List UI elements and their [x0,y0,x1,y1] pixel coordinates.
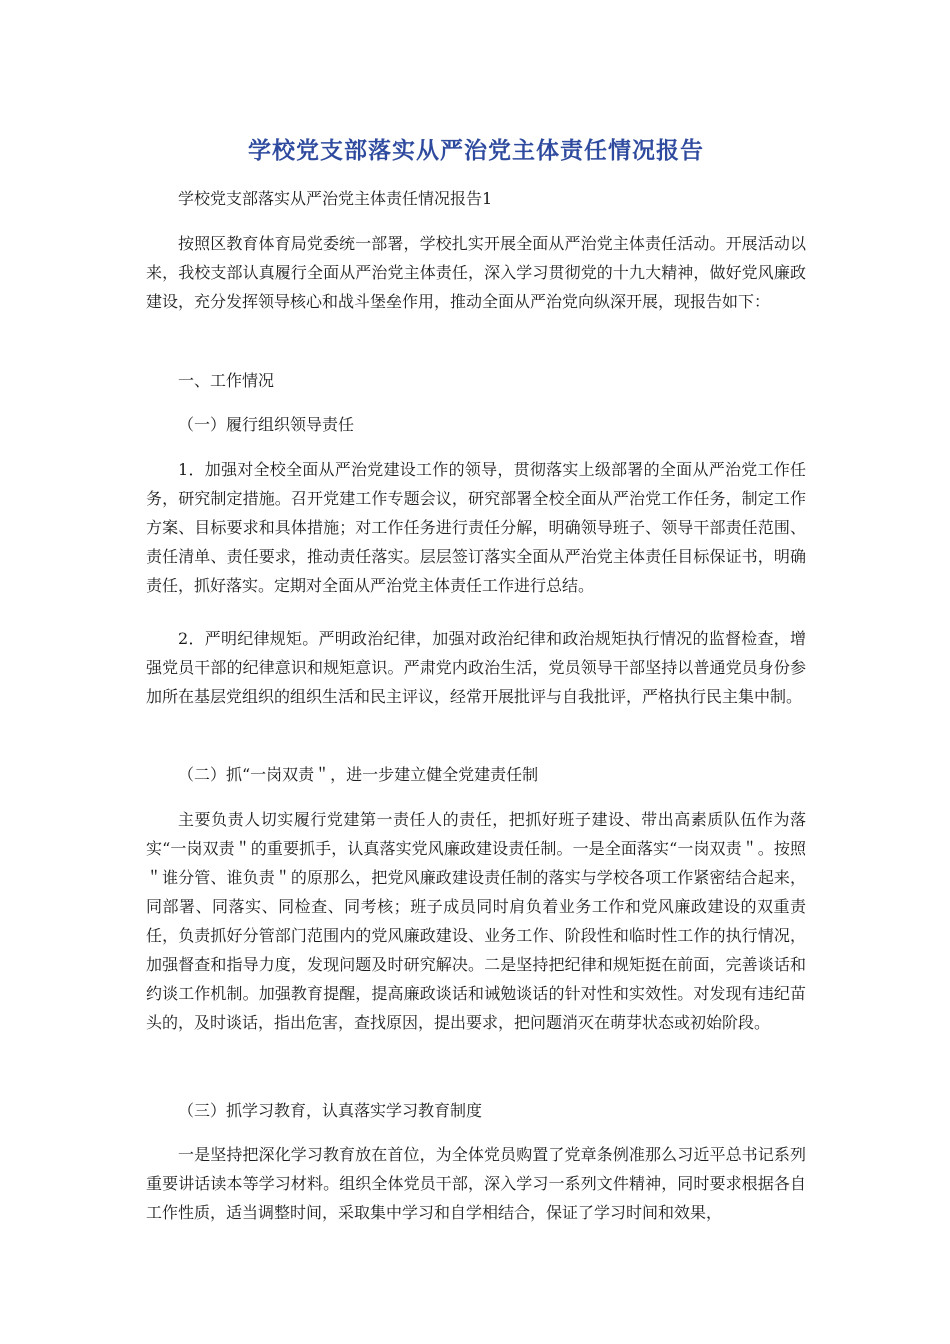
intro-paragraph: 按照区教育体育局党委统一部署，学校扎实开展全面从严治党主体责任活动。开展活动以来，我校支部认真履行全面从严治党主体责任，深入学习贯彻党的十九大精神，做好党风廉政建设，充分发挥领导核心和战斗堡垒作用，推动全面从严治党向纵深开展，现报告如下： [146,234,806,311]
subsection-heading-3: （三）抓学习教育，认真落实学习教育制度 [178,1101,483,1120]
paragraph-2-1: 主要负责人切实履行党建第一责任人的责任，把抓好班子建设、带出高素质队伍作为落实“一岗双责＂的重要抓手，认真落实党风廉政建设责任制。一是全面落实“一岗双责＂。按照＂谁分管、谁负责＂的原那么，把党风廉政建设责任制的落实与学校各项工作紧密结合起来，同部署、同落实、同检查、同考核；班子成员同时肩负着业务工作和党风廉政建设的双重责任，负责抓好分管部门范围内的党风廉政建设、业务工作、阶段性和临时性工作的执行情况，加强督查和指导力度，发现问题及时研究解决。二是坚持把纪律和规矩挺在前面，完善谈话和约谈工作机制。加强教育提醒，提高廉政谈话和诫勉谈话的针对性和实效性。对发现有违纪苗头的，及时谈话，指出危害，查找原因，提出要求，把问题消灭在萌芽状态或初始阶段。 [146,810,806,1032]
document-title: 学校党支部落实从严治党主体责任情况报告 [248,138,704,164]
section-heading-work-status: 一、工作情况 [178,371,275,390]
paragraph-1-1: 1．加强对全校全面从严治党建设工作的领导，贯彻落实上级部署的全面从严治党工作任务，研究制定措施。召开党建工作专题会议，研究部署全校全面从严治党工作任务，制定工作方案、目标要求和具体措施；对工作任务进行责任分解，明确领导班子、领导干部责任范围、责任清单、责任要求，推动责任落实。层层签订落实全面从严治党主体责任目标保证书，明确责任，抓好落实。定期对全面从严治党主体责任工作进行总结。 [146,460,806,595]
document-subtitle: 学校党支部落实从严治党主体责任情况报告1 [178,189,493,208]
paragraph-1-2: 2．严明纪律规矩。严明政治纪律，加强对政治纪律和政治规矩执行情况的监督检查，增强党员干部的纪律意识和规矩意识。严肃党内政治生活，党员领导干部坚持以普通党员身份参加所在基层党组织的组织生活和民主评议，经常开展批评与自我批评，严格执行民主集中制。 [146,629,806,706]
paragraph-3-1: 一是坚持把深化学习教育放在首位，为全体党员购置了党章条例准那么习近平总书记系列重要讲话读本等学习材料。组织全体党员干部，深入学习一系列文件精神，同时要求根据各自工作性质，适当调整时间，采取集中学习和自学相结合，保证了学习时间和效果， [146,1145,806,1222]
subsection-heading-2: （二）抓“一岗双责＂，进一步建立健全党建责任制 [178,765,539,784]
subsection-heading-1: （一）履行组织领导责任 [178,415,355,434]
